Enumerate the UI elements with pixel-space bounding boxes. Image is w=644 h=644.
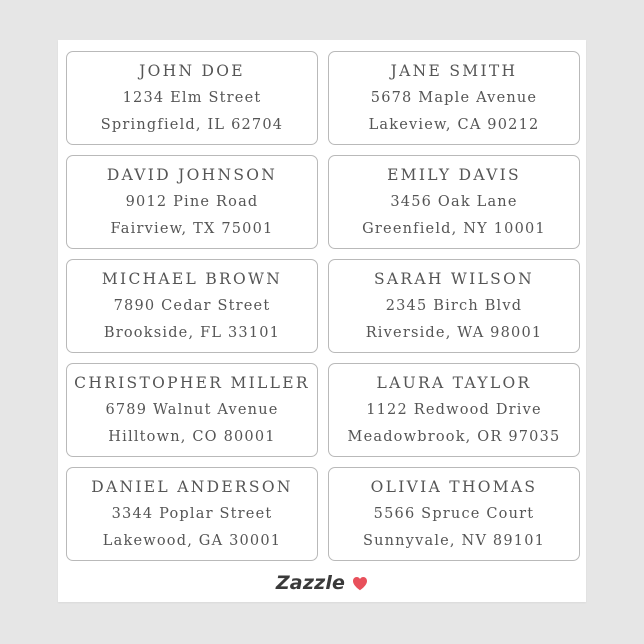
address-label [66, 51, 318, 145]
label-street: 1122 Redwood Drive [366, 402, 542, 418]
heart-icon [352, 576, 368, 591]
label-street: 1234 Elm Street [122, 90, 262, 106]
label-name: DANIEL ANDERSON [91, 478, 293, 496]
label-city: Springfield, IL 62704 [100, 117, 284, 133]
address-label [66, 259, 318, 353]
address-label [328, 363, 580, 457]
label-street: 5678 Maple Avenue [370, 90, 538, 106]
label-street: 6789 Walnut Avenue [105, 402, 279, 418]
label-grid [66, 51, 580, 561]
address-label [66, 155, 318, 249]
label-street: 2345 Birch Blvd [385, 298, 523, 314]
label-city: Riverside, WA 98001 [365, 325, 543, 341]
brand-logo-text: Zazzle [275, 572, 346, 594]
label-name: OLIVIA THOMAS [370, 478, 538, 496]
label-street: 3344 Poplar Street [111, 506, 273, 522]
label-name: CHRISTOPHER MILLER [74, 374, 310, 392]
label-name: JOHN DOE [139, 62, 245, 80]
label-city: Brookside, FL 33101 [103, 325, 281, 341]
label-sheet [58, 40, 586, 602]
label-street: 3456 Oak Lane [390, 194, 518, 210]
label-street: 7890 Cedar Street [113, 298, 271, 314]
label-name: SARAH WILSON [374, 270, 534, 288]
label-city: Sunnyvale, NV 89101 [362, 533, 546, 549]
label-name: EMILY DAVIS [387, 166, 521, 184]
label-city: Hilltown, CO 80001 [108, 429, 276, 445]
label-city: Meadowbrook, OR 97035 [347, 429, 561, 445]
label-city: Greenfield, NY 10001 [362, 221, 546, 237]
address-label [66, 363, 318, 457]
label-street: 9012 Pine Road [125, 194, 259, 210]
address-label [328, 51, 580, 145]
label-city: Fairview, TX 75001 [110, 221, 274, 237]
brand-logo [58, 572, 586, 594]
label-city: Lakeview, CA 90212 [368, 117, 540, 133]
label-name: MICHAEL BROWN [101, 270, 283, 288]
address-label [66, 467, 318, 561]
label-name: JANE SMITH [390, 62, 518, 80]
label-name: DAVID JOHNSON [106, 166, 278, 184]
label-street: 5566 Spruce Court [373, 506, 535, 522]
label-city: Lakewood, GA 30001 [102, 533, 282, 549]
label-name: LAURA TAYLOR [376, 374, 532, 392]
address-label [328, 155, 580, 249]
address-label [328, 259, 580, 353]
address-label [328, 467, 580, 561]
